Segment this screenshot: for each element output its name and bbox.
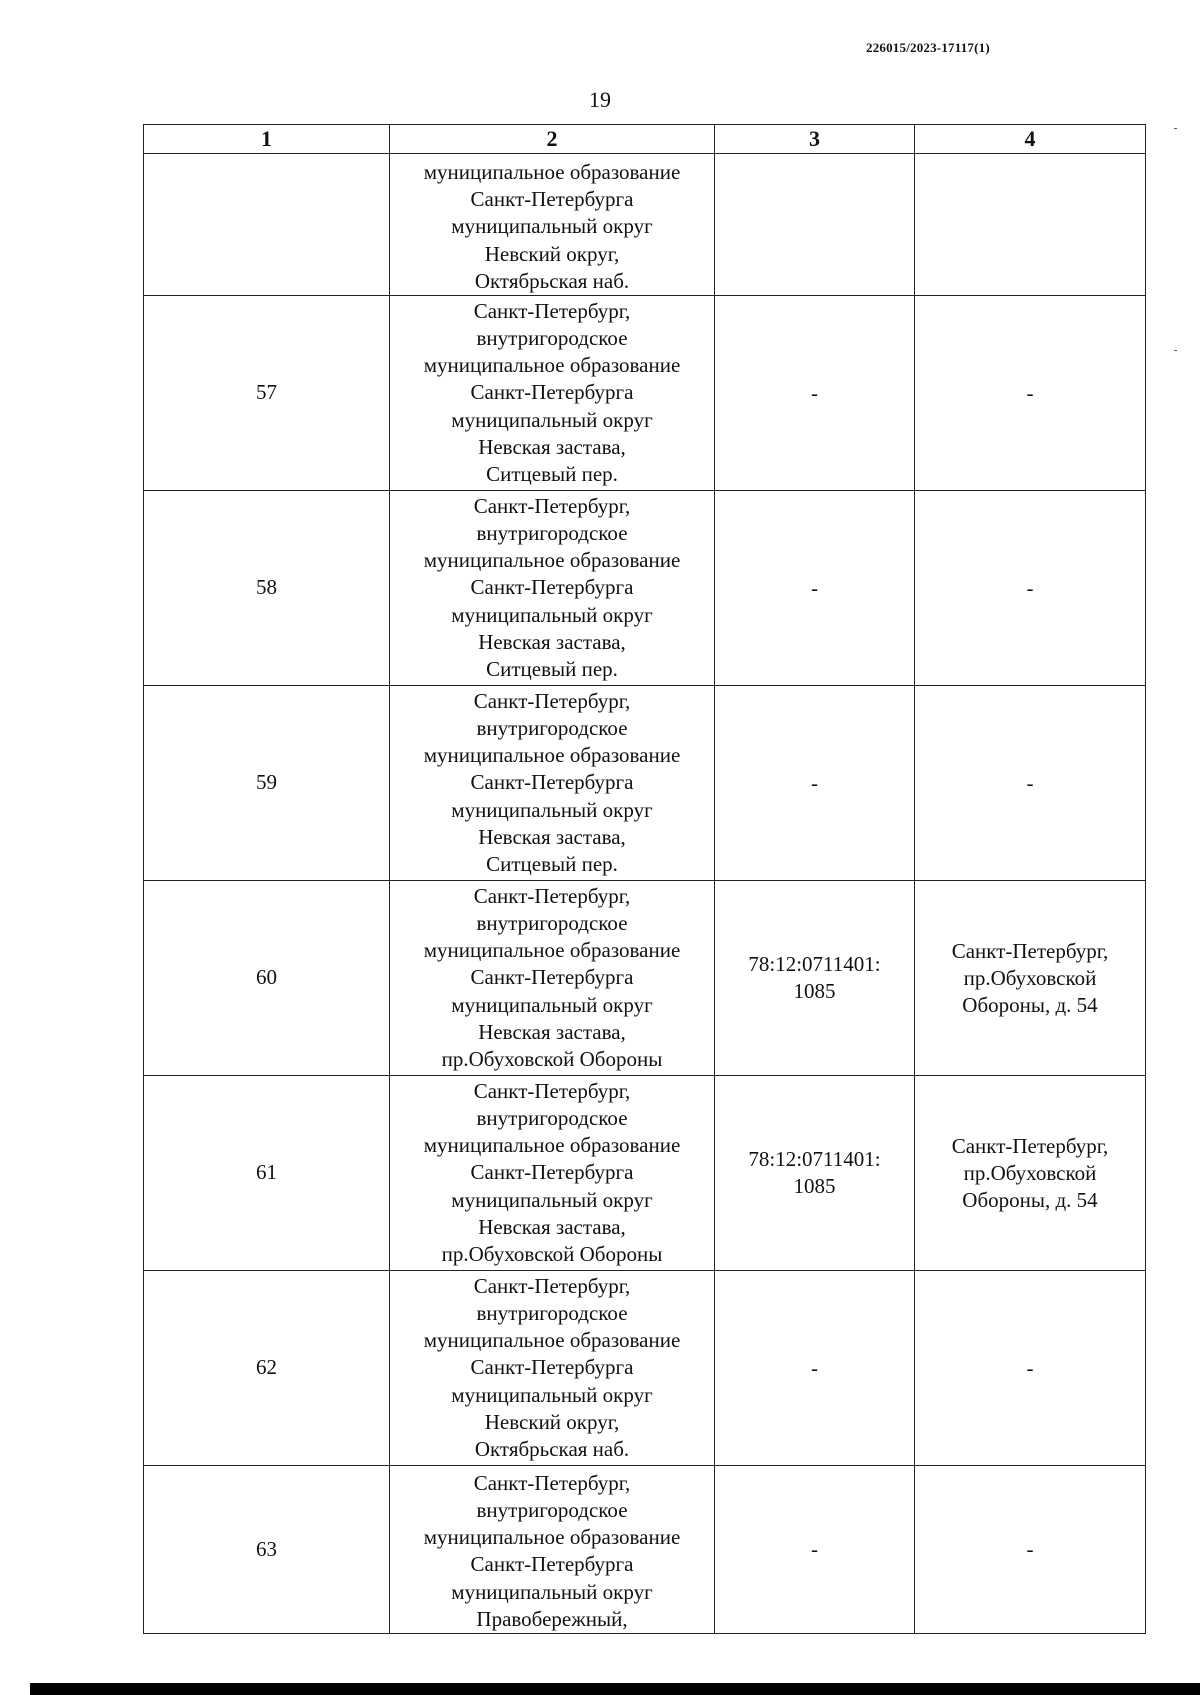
address-line: муниципальный округ bbox=[451, 1579, 653, 1604]
address-line: Невская застава, bbox=[478, 824, 626, 849]
address-line: муниципальное образование bbox=[423, 353, 681, 378]
address-line: Санкт-Петербурга bbox=[470, 1355, 634, 1380]
cadastral-number-cell bbox=[715, 296, 915, 491]
address-line: пр.Обуховской Обороны bbox=[441, 1047, 663, 1071]
address-line: Санкт-Петербург, bbox=[473, 493, 631, 518]
object-address-cell bbox=[915, 1076, 1146, 1271]
scan-bottom-band bbox=[30, 1683, 1200, 1695]
address-line: внутригородское bbox=[476, 520, 628, 545]
object-address-cell bbox=[915, 1271, 1146, 1466]
object-address-line: - bbox=[1026, 1537, 1034, 1561]
table-row bbox=[144, 686, 1146, 881]
table-row bbox=[144, 296, 1146, 491]
address-line: Санкт-Петербурга bbox=[470, 380, 634, 405]
table-row bbox=[144, 1076, 1146, 1271]
address-line: Санкт-Петербург, bbox=[473, 688, 631, 713]
address-line: муниципальное образование bbox=[423, 743, 681, 768]
address-line: Санкт-Петербурга bbox=[470, 187, 634, 212]
table-row bbox=[144, 491, 1146, 686]
address-cell bbox=[390, 881, 715, 1076]
cadastral-number-line: - bbox=[811, 575, 818, 600]
address-cell bbox=[390, 1076, 715, 1271]
address-line: муниципальный округ bbox=[451, 602, 653, 627]
scan-edge-mark bbox=[1174, 350, 1177, 351]
column-header-3: 3 bbox=[715, 125, 915, 154]
object-address-line: - bbox=[1026, 575, 1034, 600]
address-line: Невская застава, bbox=[478, 1214, 626, 1239]
column-header-1: 1 bbox=[144, 125, 390, 154]
document-registration-number: 226015/2023-17117(1) bbox=[866, 40, 990, 55]
row-number-cell: 59 bbox=[144, 686, 390, 881]
object-address-cell bbox=[915, 1466, 1146, 1634]
address-line: Ситцевый пер. bbox=[486, 462, 618, 486]
cadastral-number-line: 78:12:0711401: bbox=[748, 1147, 881, 1171]
address-line: муниципальное образование bbox=[423, 1133, 681, 1158]
row-number-cell bbox=[144, 154, 390, 296]
object-address-cell bbox=[915, 491, 1146, 686]
object-address-line: - bbox=[1026, 770, 1034, 795]
object-address-line: Санкт-Петербург, bbox=[951, 1133, 1109, 1158]
address-line: Санкт-Петербург, bbox=[473, 1470, 631, 1495]
cadastral-number-line: - bbox=[811, 380, 818, 405]
cadastral-number-cell bbox=[715, 154, 915, 296]
address-cell bbox=[390, 1271, 715, 1466]
address-line: Санкт-Петербург, bbox=[473, 298, 631, 323]
cadastral-number-line: 1085 bbox=[793, 979, 836, 1003]
table-row bbox=[144, 154, 1146, 296]
row-number-cell: 60 bbox=[144, 881, 390, 1076]
cadastral-number-cell bbox=[715, 1076, 915, 1271]
address-line: пр.Обуховской Обороны bbox=[441, 1242, 663, 1266]
table-row bbox=[144, 881, 1146, 1076]
address-line: муниципальный округ bbox=[451, 214, 653, 239]
address-cell bbox=[390, 154, 715, 296]
cadastral-number-cell bbox=[715, 1271, 915, 1466]
object-address-cell bbox=[915, 881, 1146, 1076]
cadastral-number-line: - bbox=[811, 1537, 818, 1561]
row-number-cell: 62 bbox=[144, 1271, 390, 1466]
row-number-cell: 63 bbox=[144, 1466, 390, 1634]
address-line: муниципальное образование bbox=[423, 1525, 681, 1550]
address-line: внутригородское bbox=[476, 1497, 628, 1522]
address-line: Невская застава, bbox=[478, 434, 626, 459]
table-header-row bbox=[144, 125, 1146, 154]
object-address-line: - bbox=[1026, 1355, 1034, 1380]
address-line: Октябрьская наб. bbox=[474, 1437, 630, 1461]
address-cell bbox=[390, 296, 715, 491]
table-row bbox=[144, 1271, 1146, 1466]
address-line: Ситцевый пер. bbox=[486, 657, 618, 681]
object-address-line: пр.Обуховской bbox=[963, 965, 1097, 990]
cadastral-number-cell bbox=[715, 881, 915, 1076]
address-line: Октябрьская наб. bbox=[474, 268, 630, 293]
address-line: Невская застава, bbox=[478, 629, 626, 654]
row-number-cell: 61 bbox=[144, 1076, 390, 1271]
address-cell bbox=[390, 1466, 715, 1634]
address-line: муниципальное образование bbox=[423, 548, 681, 573]
address-line: Санкт-Петербурга bbox=[470, 575, 634, 600]
address-line: Санкт-Петербург, bbox=[473, 1273, 631, 1298]
column-header-4: 4 bbox=[915, 125, 1146, 154]
object-address-line: Обороны, д. 54 bbox=[962, 1187, 1098, 1212]
address-line: муниципальный округ bbox=[451, 1187, 653, 1212]
address-line: внутригородское bbox=[476, 910, 628, 935]
cadastral-number-cell bbox=[715, 1466, 915, 1634]
object-address-line: Санкт-Петербург, bbox=[951, 938, 1109, 963]
address-line: муниципальный округ bbox=[451, 992, 653, 1017]
object-address-line: пр.Обуховской bbox=[963, 1160, 1097, 1185]
cadastral-number-cell bbox=[715, 491, 915, 686]
address-line: муниципальный округ bbox=[451, 1382, 653, 1407]
address-line: внутригородское bbox=[476, 715, 628, 740]
object-address-cell bbox=[915, 296, 1146, 491]
column-header-2: 2 bbox=[390, 125, 715, 154]
cadastral-number-line: - bbox=[811, 770, 818, 795]
object-address-line: - bbox=[1026, 380, 1034, 405]
address-line: Санкт-Петербурга bbox=[470, 965, 634, 990]
page-number: 19 bbox=[589, 87, 611, 112]
address-cell bbox=[390, 686, 715, 881]
table-row bbox=[144, 1466, 1146, 1634]
address-line: муниципальный округ bbox=[451, 797, 653, 822]
row-number-cell: 58 bbox=[144, 491, 390, 686]
address-cell bbox=[390, 491, 715, 686]
address-line: муниципальное образование bbox=[423, 1328, 681, 1353]
address-line: Невская застава, bbox=[478, 1019, 626, 1044]
cadastral-number-line: 1085 bbox=[793, 1174, 836, 1198]
address-line: внутригородское bbox=[476, 1300, 628, 1325]
registry-table bbox=[143, 124, 1146, 1634]
address-line: Санкт-Петербург, bbox=[473, 883, 631, 908]
object-address-line: Обороны, д. 54 bbox=[962, 992, 1098, 1017]
address-line: внутригородское bbox=[476, 325, 628, 350]
address-line: муниципальное образование bbox=[423, 159, 681, 184]
address-line: Невский округ, bbox=[484, 241, 620, 266]
address-line: внутригородское bbox=[476, 1105, 628, 1130]
object-address-cell bbox=[915, 686, 1146, 881]
address-line: Ситцевый пер. bbox=[486, 852, 618, 876]
row-number-cell: 57 bbox=[144, 296, 390, 491]
cadastral-number-line: 78:12:0711401: bbox=[748, 952, 881, 976]
address-line: Санкт-Петербурга bbox=[470, 1160, 634, 1185]
cadastral-number-cell bbox=[715, 686, 915, 881]
address-line: Санкт-Петербурга bbox=[470, 1552, 634, 1577]
cadastral-number-line: - bbox=[811, 1355, 818, 1380]
address-line: Санкт-Петербург, bbox=[473, 1078, 631, 1103]
registry-table-body bbox=[144, 154, 1146, 1634]
address-line: Правобережный, bbox=[476, 1606, 628, 1631]
scan-edge-mark bbox=[1174, 128, 1177, 129]
object-address-cell bbox=[915, 154, 1146, 296]
address-line: муниципальное образование bbox=[423, 938, 681, 963]
address-line: Санкт-Петербурга bbox=[470, 770, 634, 795]
address-line: муниципальный округ bbox=[451, 407, 653, 432]
address-line: Невский округ, bbox=[484, 1409, 620, 1434]
